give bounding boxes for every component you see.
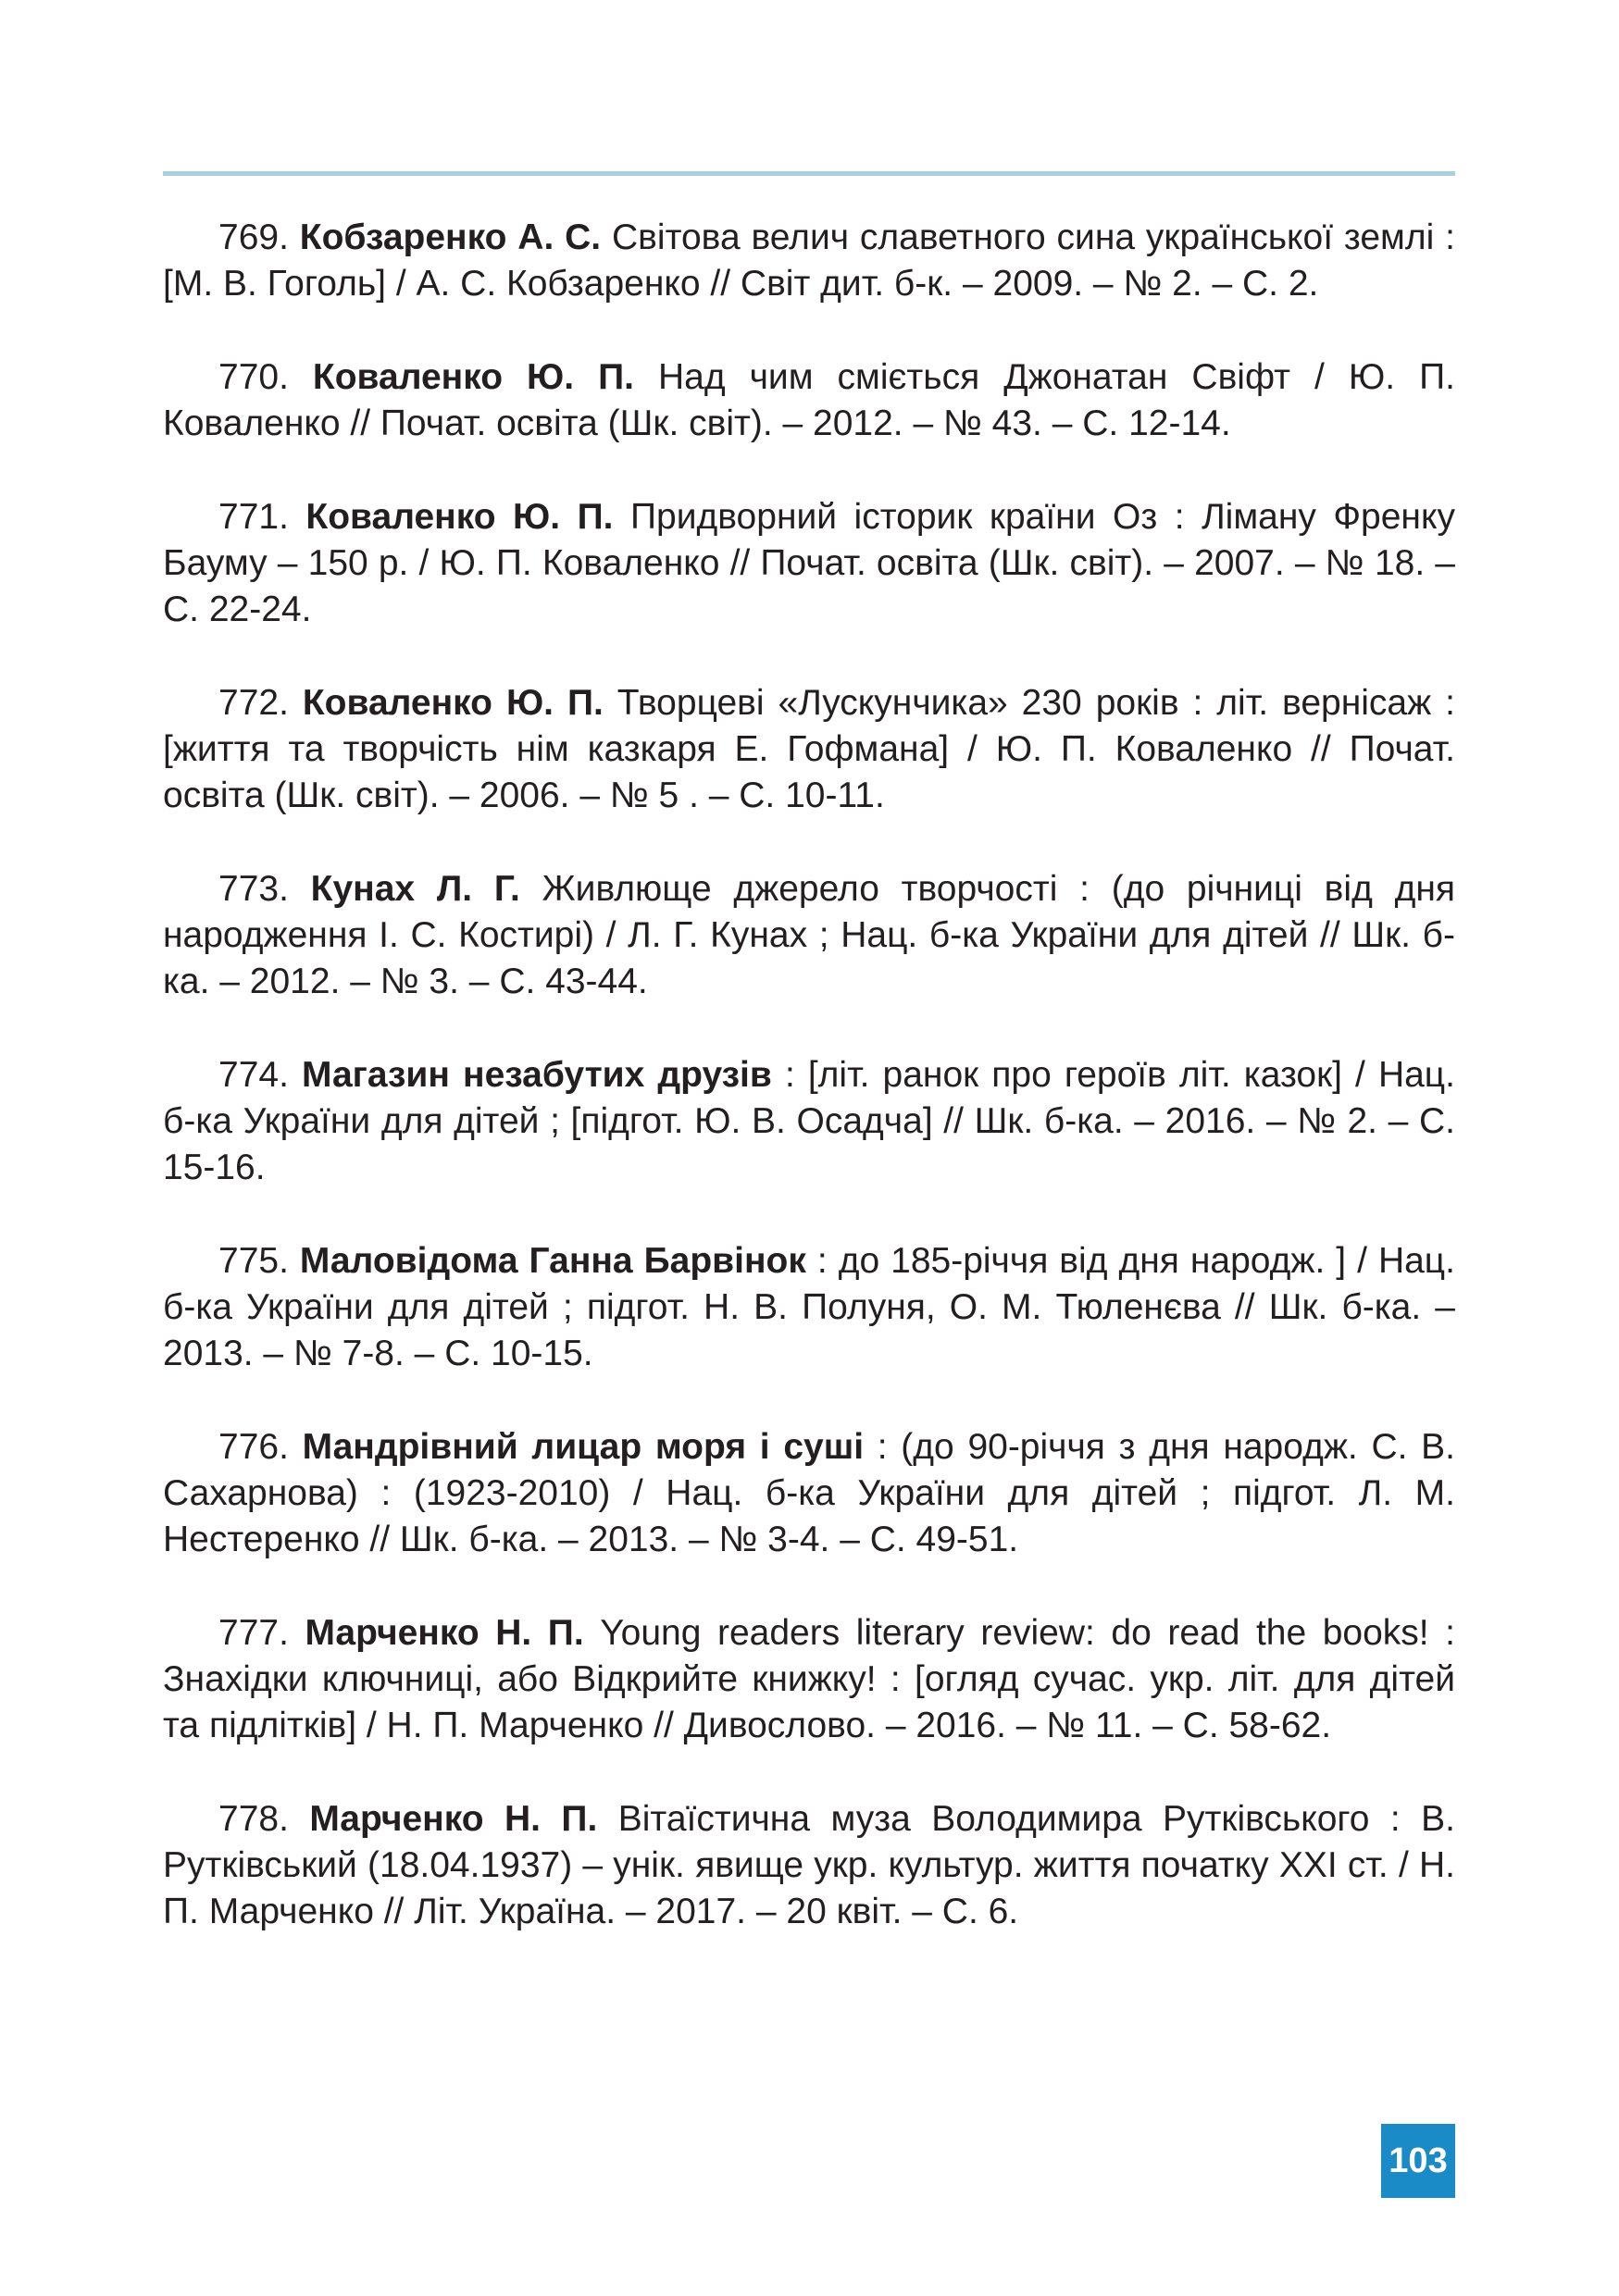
bibliography-entry: [163, 1424, 1455, 1563]
bibliography-entry: [163, 494, 1455, 633]
entry-description: Живлюще джерело творчості : (до річниці від дня народження І. С. Костирі) / Л. Г. Кунах ; Нац. б-ка України для дітей // Шк. б-ка. – 2012. – № 3. – С. 43-44.: [163, 869, 1455, 1001]
bibliography-entry: [163, 215, 1455, 307]
entry-description: : до 185-річчя від дня народж. ] / Нац. б-ка України для дітей ; підгот. Н. В. Полуня, О. М. Тюленєва // Шк. б-ка. – 2013. – № 7-8. – С. 10-15.: [163, 1241, 1455, 1373]
entry-author: Кобзаренко А. С.: [299, 217, 602, 257]
entry-number: 775.: [218, 1241, 289, 1281]
header-rule: [163, 171, 1455, 176]
entry-title: Маловідома Ганна Барвінок: [299, 1241, 806, 1281]
entry-description: : [літ. ранок про героїв літ. казок] / Нац. б-ка України для дітей ; [підгот. Ю. В. Осадча] // Шк. б-ка. – 2016. – № 2. – С. 15-16.: [163, 1055, 1455, 1187]
bibliography-entry: [163, 680, 1455, 819]
entry-author: Марченко Н. П.: [305, 1613, 584, 1653]
entry-number: 769.: [218, 217, 289, 257]
bibliography-entry: [163, 866, 1455, 1005]
entry-number: 772.: [218, 683, 289, 723]
entry-title: Мандрівний лицар моря і суші: [302, 1427, 865, 1467]
entry-number: 777.: [218, 1613, 289, 1653]
entry-number: 771.: [218, 497, 289, 537]
bibliography-entry: [163, 1610, 1455, 1749]
entry-title: Магазин незабутих друзів: [301, 1055, 772, 1095]
entry-description: Світова велич славетного сина української землі : [М. В. Гоголь] / А. С. Кобзаренко // Світ дит. б-к. – 2009. – № 2. – С. 2.: [163, 217, 1455, 304]
bibliography-entry: [163, 1796, 1455, 1935]
entry-number: 774.: [218, 1055, 289, 1095]
entry-number: 773.: [218, 869, 289, 909]
entry-author: Коваленко Ю. П.: [312, 357, 634, 397]
entry-description: Вітаїстична муза Володимира Рутківського : В. Рутківський (18.04.1937) – унік. явище укр. культур. життя початку ХХІ ст. / Н. П. Марченко // Літ. Україна. – 2017. – 20 квіт. – С. 6.: [163, 1799, 1455, 1931]
bibliography-list: [163, 215, 1455, 1982]
entry-author: Кунах Л. Г.: [310, 869, 520, 909]
entry-description: Творцеві «Лускунчика» 230 років : літ. вернісаж : [життя та творчість нім казкаря Е. Гофмана] / Ю. П. Коваленко // Почат. освіта (Шк. світ). – 2006. – № 5 . – С. 10-11.: [163, 683, 1455, 815]
entry-description: Young readers literary review: do read the books! : Знахідки ключниці, або Відкрийте книжку! : [огляд сучас. укр. літ. для дітей та підлітків] / Н. П. Марченко // Дивослово. – 2016. – № 11. – С. 58-62.: [163, 1613, 1456, 1745]
entry-author: Марченко Н. П.: [309, 1799, 598, 1839]
entry-number: 776.: [218, 1427, 289, 1467]
page-number-badge: 103: [1381, 2124, 1455, 2198]
entry-number: 770.: [218, 357, 289, 397]
entry-author: Коваленко Ю. П.: [302, 683, 604, 723]
entry-author: Коваленко Ю. П.: [305, 497, 614, 537]
entry-number: 778.: [218, 1799, 289, 1839]
bibliography-entry: [163, 1238, 1455, 1377]
entry-description: : (до 90-річчя з дня народж. С. В. Сахарнова) : (1923-2010) / Нац. б-ка України для дітей ; підгот. Л. М. Нестеренко // Шк. б-ка. – 2013. – № 3-4. – С. 49-51.: [163, 1427, 1456, 1559]
bibliography-entry: [163, 354, 1455, 447]
bibliography-entry: [163, 1052, 1455, 1191]
entry-description: Придворний історик країни Оз : Ліману Френку Бауму – 150 р. / Ю. П. Коваленко // Почат. освіта (Шк. світ). – 2007. – № 18. – С. 22-24.: [163, 497, 1455, 629]
entry-description: Над чим сміється Джонатан Свіфт / Ю. П. Коваленко // Почат. освіта (Шк. світ). – 2012. – № 43. – С. 12-14.: [163, 357, 1455, 443]
